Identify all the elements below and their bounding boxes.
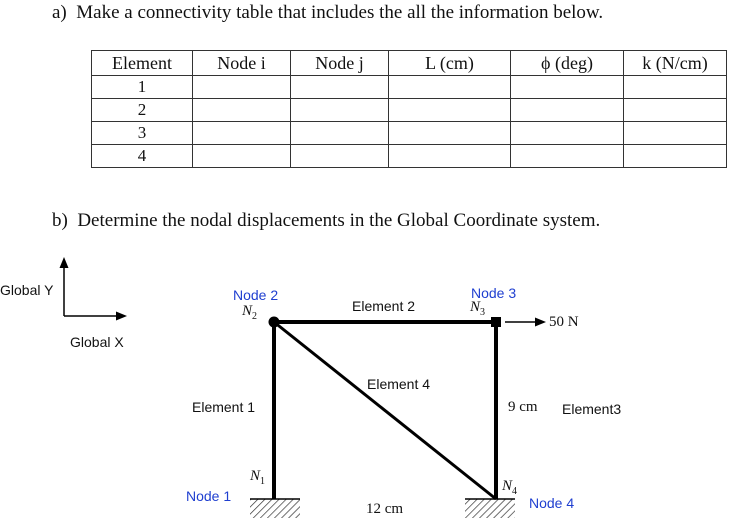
node-4-symbol-sub: 4 xyxy=(512,486,518,497)
element-1-label: Element 1 xyxy=(192,399,256,415)
node-1-support-hatch xyxy=(250,499,300,518)
node-1-symbol-letter: N xyxy=(250,468,261,484)
node-1-symbol xyxy=(250,468,265,487)
header-angle: ϕ (deg) xyxy=(511,51,624,76)
node-3-joint xyxy=(491,317,501,327)
node-3-symbol-letter: N xyxy=(470,299,481,315)
global-x-label: Global X xyxy=(70,334,124,350)
global-y-arrowhead xyxy=(60,257,69,268)
header-length: L (cm) xyxy=(389,51,511,76)
load-arrowhead xyxy=(535,318,546,327)
node-1-label: Node 1 xyxy=(186,488,232,504)
header-node-j: Node j xyxy=(291,51,389,76)
global-axes xyxy=(60,257,128,321)
node-4-symbol xyxy=(502,478,517,497)
node-4-support-hatch xyxy=(465,499,515,518)
width-dimension: 12 cm xyxy=(366,501,404,517)
height-dimension: 9 cm xyxy=(508,399,538,415)
node-3-label: Node 3 xyxy=(471,285,517,301)
node-1-symbol-sub: 1 xyxy=(260,476,266,487)
node-4-label: Node 4 xyxy=(529,495,575,511)
element-4-member xyxy=(274,322,496,499)
table-cell-element: 1 xyxy=(92,76,193,99)
element-4-label: Element 4 xyxy=(367,376,431,392)
global-x-arrowhead xyxy=(116,312,127,321)
node-3-symbol xyxy=(470,299,485,318)
header-stiffness: k (N/cm) xyxy=(624,51,727,76)
part-a-question: a) Make a connectivity table that includes the all the information below. xyxy=(52,2,604,23)
table-cell-element: 3 xyxy=(92,122,193,145)
load-label: 50 N xyxy=(549,314,579,330)
node-2-label: Node 2 xyxy=(233,287,279,303)
node-2-symbol-letter: N xyxy=(242,303,253,319)
table-cell-element: 4 xyxy=(92,145,193,168)
table-cell-element: 2 xyxy=(92,99,193,122)
node-2-joint xyxy=(269,317,280,328)
node-2-symbol xyxy=(242,303,257,322)
node-2-symbol-sub: 2 xyxy=(252,311,258,322)
header-node-i: Node i xyxy=(193,51,291,76)
node-3-symbol-sub: 3 xyxy=(480,307,486,318)
node-4-symbol-letter: N xyxy=(502,478,513,494)
header-element: Element xyxy=(92,51,193,76)
element-2-label: Element 2 xyxy=(352,298,416,314)
global-y-label: Global Y xyxy=(0,282,54,298)
part-b-question: b) Determine the nodal displacements in the Global Coordinate system. xyxy=(52,210,601,231)
element-3-label: Element3 xyxy=(562,401,622,417)
